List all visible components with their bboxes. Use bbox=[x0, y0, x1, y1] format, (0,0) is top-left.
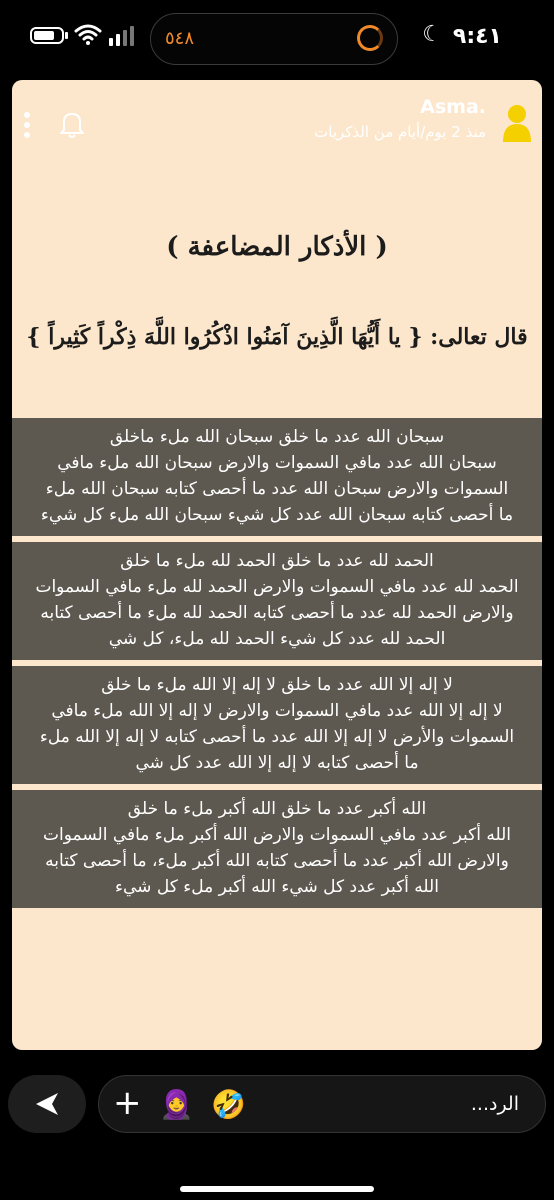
reply-input[interactable] bbox=[98, 1075, 546, 1133]
dhikr-line: الحمد لله عدد ما خلق الحمد لله ملء ما خلق bbox=[120, 551, 434, 571]
send-arrow-icon bbox=[34, 1091, 60, 1117]
bitmoji-reaction-icon[interactable]: 🧕 bbox=[159, 1088, 194, 1121]
reply-bar bbox=[0, 1062, 554, 1200]
home-indicator[interactable] bbox=[180, 1186, 374, 1192]
avatar-icon[interactable] bbox=[502, 102, 532, 144]
dhikr-line: السموات والارض سبحان الله عدد ما أحصى كتابه سبحان الله ملء bbox=[45, 479, 509, 499]
dhikr-line: الله أكبر عدد كل شيء الله أكبر ملء كل شيء bbox=[115, 877, 439, 897]
story-header bbox=[12, 80, 542, 170]
story-card[interactable] bbox=[12, 80, 542, 1050]
dhikr-line: سبحان الله عدد مافي السموات والارض سبحان الله ملء مافي bbox=[57, 453, 497, 473]
add-icon[interactable]: + bbox=[113, 1083, 142, 1123]
reply-placeholder: الرد... bbox=[470, 1093, 519, 1115]
dhikr-line: سبحان الله عدد ما خلق سبحان الله ملء ماخلق bbox=[109, 427, 445, 447]
battery-icon bbox=[30, 27, 64, 44]
story-meta: منذ 2 يوم/أيام من الذكريات bbox=[314, 123, 486, 141]
wifi-icon bbox=[74, 22, 102, 46]
dhikr-line: ما أحصى كتابه سبحان الله عدد كل شيء سبحان الله ملء كل شيء bbox=[40, 505, 514, 525]
dhikr-block-alhamdulillah bbox=[12, 542, 542, 660]
dhikr-block-allahu-akbar bbox=[12, 790, 542, 908]
battery-tip bbox=[65, 32, 68, 39]
status-bar bbox=[0, 0, 554, 76]
dhikr-line: والارض الحمد لله عدد ما أحصى كتابه الحمد لله ملء ما أحصى كتابه bbox=[40, 603, 514, 623]
clock: ٩:٤١ bbox=[452, 24, 502, 49]
moon-icon: ☾ bbox=[422, 22, 442, 47]
more-options-icon[interactable] bbox=[24, 112, 32, 140]
dhikr-line: لا إله إلا الله عدد ما خلق لا إله إلا الله ملء ما خلق bbox=[101, 675, 453, 695]
dhikr-line: السموات والأرض لا إله إلا الله عدد ما أحصى كتابه لا إله إلا الله ملء bbox=[39, 727, 515, 747]
page-title: ( الأذكار المضاعفة ) bbox=[166, 232, 388, 262]
bell-icon[interactable] bbox=[58, 109, 86, 139]
share-button[interactable] bbox=[8, 1075, 86, 1133]
dhikr-line: لا إله إلا الله عدد مافي السموات والارض لا إله إلا الله ملء مافي bbox=[51, 701, 503, 721]
dynamic-island[interactable] bbox=[150, 13, 398, 65]
activity-count: ٥٤٨ bbox=[165, 28, 195, 49]
dhikr-line: الله أكبر عدد مافي السموات والارض الله أكبر ملء مافي السموات bbox=[43, 825, 511, 845]
quran-verse: قال تعالى: { يا أَيُّهَا الَّذِينَ آمَنُوا اذْكُرُوا اللَّهَ ذِكْراً كَثِيراً } bbox=[26, 324, 528, 350]
progress-ring-icon bbox=[357, 25, 383, 51]
dhikr-line: الحمد لله عدد كل شيء الحمد لله ملء، كل شي bbox=[108, 629, 446, 649]
laughing-emoji-icon[interactable]: 🤣 bbox=[211, 1088, 246, 1121]
dhikr-block-subhan-allah bbox=[12, 418, 542, 536]
dhikr-line: الله أكبر عدد ما خلق الله أكبر ملء ما خلق bbox=[127, 799, 427, 819]
dhikr-line: الحمد لله عدد مافي السموات والارض الحمد لله ملء مافي السموات bbox=[35, 577, 519, 597]
author-name[interactable]: Asma. bbox=[420, 96, 486, 118]
dhikr-line: ما أحصى كتابه لا إله إلا الله عدد كل شي bbox=[135, 753, 419, 773]
dhikr-block-la-ilaha-illallah bbox=[12, 666, 542, 784]
signal-icon bbox=[108, 26, 134, 46]
dhikr-line: والارض الله أكبر عدد ما أحصى كتابه الله أكبر ملء، ما أحصى كتابه bbox=[45, 851, 509, 871]
